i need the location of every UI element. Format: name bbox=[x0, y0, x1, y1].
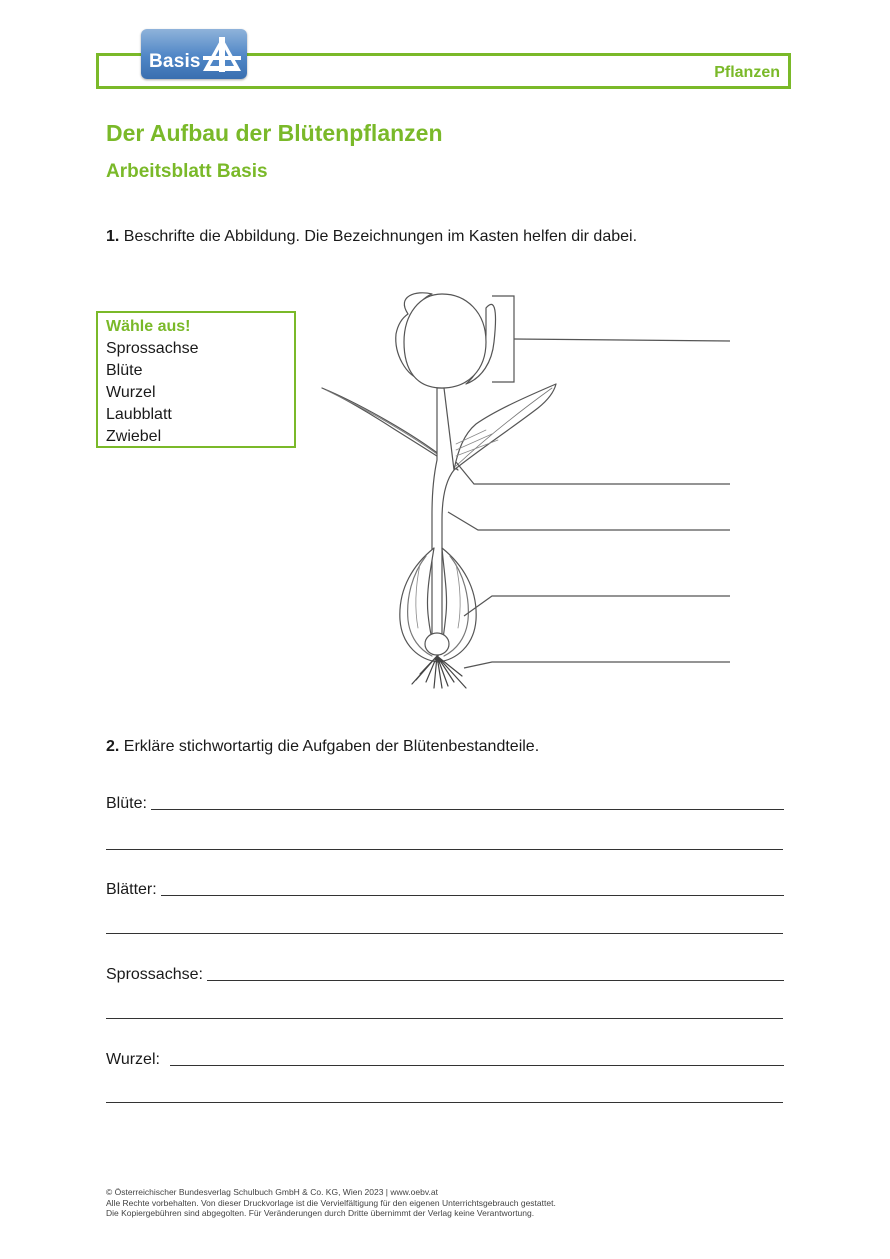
task-2-text: Erkläre stichwortartig die Aufgaben der Blütenbestandteile. bbox=[119, 738, 540, 755]
footer-line-3: Die Kopiergebühren sind abgegolten. Für Veränderungen durch Dritte übernimmt der Verlag keine Verantwortung. bbox=[106, 1208, 535, 1219]
choice-item-zwiebel: Zwiebel bbox=[106, 428, 162, 445]
answer-row-bluete[interactable] bbox=[106, 789, 784, 813]
answer-label-sprossachse: Sprossachse: bbox=[106, 966, 203, 983]
label-line-flower bbox=[514, 339, 730, 341]
choice-item-sprossachse: Sprossachse bbox=[106, 340, 199, 357]
roots bbox=[412, 656, 466, 688]
flower-head bbox=[404, 294, 486, 388]
copyright-footer bbox=[106, 1187, 556, 1219]
label-line-bulb bbox=[464, 596, 730, 616]
triangle-logo-icon bbox=[201, 34, 243, 74]
plant-diagram bbox=[316, 284, 736, 694]
basis-logo bbox=[141, 29, 247, 79]
blank-answer-line[interactable] bbox=[106, 849, 783, 850]
task-1 bbox=[106, 228, 637, 246]
page-title: Der Aufbau der Blütenpflanzen bbox=[106, 120, 443, 146]
label-line-leaf bbox=[456, 462, 730, 484]
footer-line-1: © Österreichischer Bundesverlag Schulbuch GmbH & Co. KG, Wien 2023 | www.oebv.at bbox=[106, 1187, 438, 1197]
answer-label-blaetter: Blätter: bbox=[106, 881, 157, 898]
choice-item-wurzel: Wurzel bbox=[106, 384, 156, 401]
right-leaf bbox=[454, 384, 556, 470]
blank-answer-line[interactable] bbox=[106, 1018, 783, 1019]
blank-answer-line[interactable] bbox=[106, 933, 783, 934]
blank-answer-line[interactable] bbox=[106, 1102, 783, 1103]
label-line-root bbox=[464, 662, 730, 668]
answer-line bbox=[151, 808, 784, 810]
word-choice-box bbox=[96, 311, 296, 448]
task-1-text: Beschrifte die Abbildung. Die Bezeichnungen im Kasten helfen dir dabei. bbox=[119, 228, 638, 245]
task-2 bbox=[106, 738, 539, 756]
logo-text: Basis bbox=[149, 51, 201, 72]
choice-item-laubblatt: Laubblatt bbox=[106, 406, 172, 423]
choice-box-title: Wähle aus! bbox=[106, 318, 191, 335]
label-line-stem bbox=[448, 512, 730, 530]
page-subtitle: Arbeitsblatt Basis bbox=[106, 161, 268, 182]
answer-line bbox=[170, 1064, 784, 1066]
answer-row-blaetter[interactable] bbox=[106, 875, 784, 899]
task-1-number: 1. bbox=[106, 228, 120, 245]
task-2-number: 2. bbox=[106, 738, 120, 755]
answer-row-sprossachse[interactable] bbox=[106, 960, 784, 984]
answer-label-bluete: Blüte: bbox=[106, 795, 147, 812]
answer-line bbox=[161, 894, 784, 896]
answer-row-wurzel[interactable] bbox=[106, 1045, 784, 1069]
bracket-flower bbox=[492, 296, 514, 382]
footer-line-2: Alle Rechte vorbehalten. Von dieser Druckvorlage ist die Vervielfältigung für den eigenen Unterrichtsgebrauch gestattet. bbox=[106, 1197, 556, 1208]
subject-label: Pflanzen bbox=[714, 64, 780, 81]
answer-line bbox=[207, 979, 784, 981]
answer-label-wurzel: Wurzel: bbox=[106, 1051, 160, 1068]
choice-item-bluete: Blüte bbox=[106, 362, 143, 379]
